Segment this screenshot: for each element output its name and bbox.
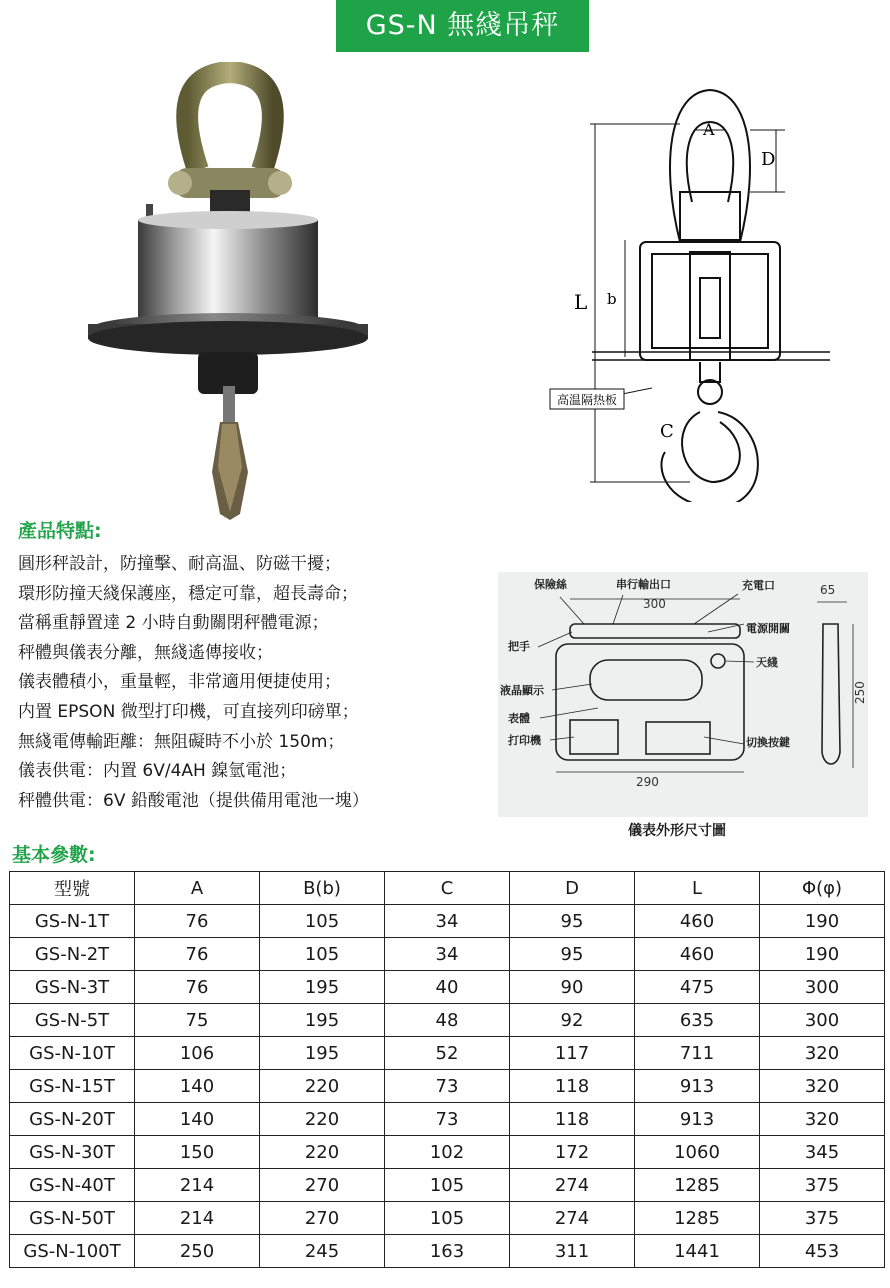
table-row [10, 1103, 885, 1136]
meter-drawing [498, 572, 868, 817]
table-cell: 220 [260, 1136, 385, 1169]
meter-caption: 儀表外形尺寸圖 [628, 823, 726, 839]
table-cell: 40 [385, 971, 510, 1004]
table-row [10, 1202, 885, 1235]
table-row [10, 1235, 885, 1268]
meter-label-body: 表體 [508, 712, 530, 725]
table-cell: 220 [260, 1103, 385, 1136]
table-cell: 34 [385, 905, 510, 938]
table-cell: 52 [385, 1037, 510, 1070]
model-cell: GS-N-1T [10, 905, 135, 938]
model-cell: GS-N-100T [10, 1235, 135, 1268]
table-cell: 300 [760, 971, 885, 1004]
feature-item: 儀表體積小，重量輕，非常適用便捷使用； [18, 672, 341, 693]
meter-dim-width-top: 300 [643, 597, 666, 611]
feature-item: 環形防撞天綫保護座，穩定可靠，超長壽命； [18, 583, 358, 604]
table-cell: 117 [510, 1037, 635, 1070]
table-cell: 140 [135, 1103, 260, 1136]
feature-item: 内置 EPSON 微型打印機，可直接列印磅單； [18, 701, 359, 722]
table-cell: 76 [135, 905, 260, 938]
feature-item: 儀表供電：内置 6V/4AH 鎳氫電池； [18, 761, 297, 782]
table-cell: 95 [510, 938, 635, 971]
meter-label-antenna: 天綫 [756, 656, 778, 669]
feature-item: 當稱重靜置達 2 小時自動關閉秤體電源； [18, 613, 329, 634]
table-cell: 711 [635, 1037, 760, 1070]
table-cell: 73 [385, 1070, 510, 1103]
column-header: D [510, 872, 635, 905]
model-cell: GS-N-3T [10, 971, 135, 1004]
table-cell: 106 [135, 1037, 260, 1070]
model-cell: GS-N-5T [10, 1004, 135, 1037]
meter-label-switch-key: 切換按鍵 [746, 736, 790, 749]
table-cell: 190 [760, 905, 885, 938]
table-cell: 250 [135, 1235, 260, 1268]
feature-item: 秤體與儀表分離，無綫遙傳接收； [18, 642, 273, 663]
meter-dim-height: 250 [853, 681, 867, 704]
table-row [10, 938, 885, 971]
feature-item: 無綫電傳輸距離：無阻礙時不小於 150m； [18, 731, 345, 752]
table-cell: 150 [135, 1136, 260, 1169]
dim-b-label: b [607, 290, 617, 308]
table-cell: 913 [635, 1103, 760, 1136]
column-header: Φ(φ) [760, 872, 885, 905]
table-header-row [10, 872, 885, 905]
column-header: 型號 [10, 872, 135, 905]
column-header: A [135, 872, 260, 905]
table-cell: 270 [260, 1169, 385, 1202]
table-cell: 105 [385, 1202, 510, 1235]
table-cell: 214 [135, 1169, 260, 1202]
table-cell: 73 [385, 1103, 510, 1136]
table-cell: 102 [385, 1136, 510, 1169]
table-cell: 460 [635, 938, 760, 971]
table-cell: 76 [135, 938, 260, 971]
model-cell: GS-N-15T [10, 1070, 135, 1103]
page-title: GS-N 無綫吊秤 [336, 0, 589, 52]
feature-list [18, 550, 369, 816]
feature-item: 秤體供電：6V 鉛酸電池（提供備用電池一塊） [18, 790, 369, 811]
table-cell: 274 [510, 1169, 635, 1202]
table-cell: 453 [760, 1235, 885, 1268]
table-cell: 245 [260, 1235, 385, 1268]
heat-shield-label: 高温隔热板 [556, 393, 618, 407]
meter-dim-depth: 65 [820, 583, 836, 597]
table-cell: 48 [385, 1004, 510, 1037]
table-cell: 105 [260, 938, 385, 971]
table-cell: 190 [760, 938, 885, 971]
dim-c-label: C [660, 421, 674, 442]
table-cell: 375 [760, 1169, 885, 1202]
table-cell: 118 [510, 1070, 635, 1103]
table-cell: 118 [510, 1103, 635, 1136]
table-cell: 105 [385, 1169, 510, 1202]
table-cell: 375 [760, 1202, 885, 1235]
table-cell: 1285 [635, 1202, 760, 1235]
table-row [10, 1037, 885, 1070]
table-cell: 220 [260, 1070, 385, 1103]
model-cell: GS-N-40T [10, 1169, 135, 1202]
meter-label-charge-port: 充電口 [742, 579, 775, 592]
table-cell: 913 [635, 1070, 760, 1103]
table-row [10, 905, 885, 938]
model-cell: GS-N-30T [10, 1136, 135, 1169]
table-row [10, 971, 885, 1004]
table-cell: 274 [510, 1202, 635, 1235]
table-cell: 34 [385, 938, 510, 971]
table-cell: 320 [760, 1103, 885, 1136]
table-cell: 345 [760, 1136, 885, 1169]
table-cell: 320 [760, 1070, 885, 1103]
meter-label-fuse: 保險絲 [534, 578, 567, 591]
meter-dim-width-bottom: 290 [636, 775, 659, 789]
table-cell: 172 [510, 1136, 635, 1169]
table-cell: 163 [385, 1235, 510, 1268]
table-cell: 1441 [635, 1235, 760, 1268]
table-cell: 76 [135, 971, 260, 1004]
column-header: L [635, 872, 760, 905]
features-heading: 產品特點: [18, 520, 102, 542]
table-body [10, 905, 885, 1268]
params-table [9, 871, 885, 1268]
table-row [10, 1004, 885, 1037]
column-header: C [385, 872, 510, 905]
feature-item: 圓形秤設計，防撞擊、耐高温、防磁干擾； [18, 554, 341, 574]
table-cell: 460 [635, 905, 760, 938]
table-cell: 270 [260, 1202, 385, 1235]
meter-label-handle: 把手 [508, 640, 530, 653]
table-cell: 475 [635, 971, 760, 1004]
table-cell: 75 [135, 1004, 260, 1037]
table-cell: 214 [135, 1202, 260, 1235]
table-cell: 140 [135, 1070, 260, 1103]
model-cell: GS-N-10T [10, 1037, 135, 1070]
column-header: B(b) [260, 872, 385, 905]
table-row [10, 1070, 885, 1103]
table-cell: 300 [760, 1004, 885, 1037]
meter-label-printer: 打印機 [508, 734, 541, 747]
dim-d-label: D [761, 149, 776, 170]
table-cell: 1285 [635, 1169, 760, 1202]
dim-a-label: A [703, 120, 715, 139]
table-cell: 195 [260, 1037, 385, 1070]
table-cell: 320 [760, 1037, 885, 1070]
product-photo [80, 62, 380, 532]
model-cell: GS-N-50T [10, 1202, 135, 1235]
meter-label-serial-port: 串行輸出口 [616, 578, 671, 591]
table-cell: 311 [510, 1235, 635, 1268]
model-cell: GS-N-20T [10, 1103, 135, 1136]
meter-label-power-switch: 電源開關 [746, 622, 790, 635]
table-cell: 90 [510, 971, 635, 1004]
table-cell: 92 [510, 1004, 635, 1037]
model-cell: GS-N-2T [10, 938, 135, 971]
dim-l-label: L [574, 290, 588, 314]
table-cell: 195 [260, 971, 385, 1004]
table-cell: 105 [260, 905, 385, 938]
meter-label-lcd: 液晶顯示 [500, 684, 544, 697]
table-row [10, 1169, 885, 1202]
table-cell: 95 [510, 905, 635, 938]
dimension-drawing [540, 82, 840, 502]
table-cell: 195 [260, 1004, 385, 1037]
table-cell: 1060 [635, 1136, 760, 1169]
params-heading: 基本參數: [12, 844, 96, 866]
table-cell: 635 [635, 1004, 760, 1037]
table-row [10, 1136, 885, 1169]
